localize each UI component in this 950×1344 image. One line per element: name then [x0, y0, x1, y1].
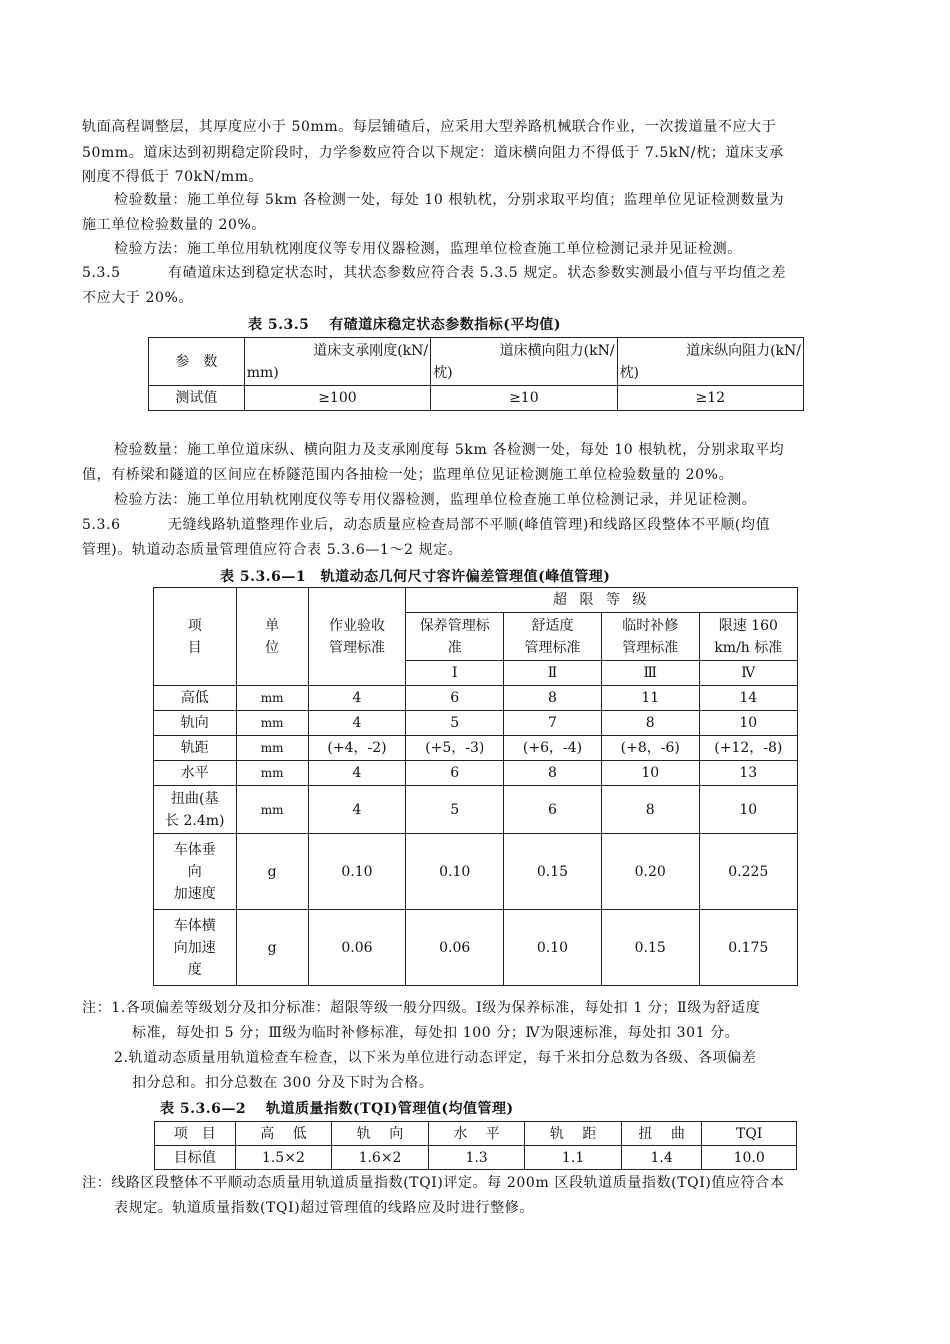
table-cell: mm: [236, 786, 308, 834]
clause-5-3-5: [82, 263, 872, 283]
table-cell: ≥12: [617, 386, 803, 411]
table-cell: g: [236, 910, 308, 986]
table-header-cell: 参 数: [149, 338, 245, 386]
table-header-cell: 轨 距: [525, 1122, 621, 1146]
table-cell: mm: [236, 761, 308, 786]
table-cell: mm: [236, 736, 308, 761]
table-cell: ≥100: [244, 386, 430, 411]
clause-number: 5.3.5: [82, 265, 121, 281]
table-5-3-6-1: [153, 587, 798, 986]
table-header-cell: 扭 曲: [621, 1122, 702, 1146]
note-line: 表规定。轨道质量指数(TQI)超过管理值的线路应及时进行整修。: [114, 1200, 534, 1216]
note-line: 注：1.各项偏差等级划分及扣分标准：超限等级一般分四级。Ⅰ级为保养标准，每处扣 1 分；Ⅱ级为舒适度: [82, 1000, 761, 1016]
table-cell: 5: [406, 786, 504, 834]
note-line: 2.轨道动态质量用轨道检查车检查，以下米为单位进行动态评定，每千米扣分总数为各级、各项偏差: [114, 1050, 757, 1066]
table-cell: 1.4: [621, 1146, 702, 1170]
table-header-cell: 项 目: [154, 588, 237, 686]
table-cell: 8: [601, 786, 699, 834]
table-cell: 4: [308, 711, 406, 736]
table-header-cell: 轨 向: [332, 1122, 429, 1146]
table-cell: 4: [308, 686, 406, 711]
table-cell: 轨向: [154, 711, 237, 736]
table-cell: 车体横 向加速 度: [154, 910, 237, 986]
table-cell: 6: [504, 786, 602, 834]
table-header-cell: 保养管理标 准: [406, 613, 504, 661]
table-cell: 0.10: [406, 834, 504, 910]
table-cell: 车体垂 向 加速度: [154, 834, 237, 910]
table-cell: 10: [601, 761, 699, 786]
table-cell: 0.06: [308, 910, 406, 986]
table-row: [154, 686, 798, 711]
table-cell: 14: [699, 686, 797, 711]
paragraph-line: 检验方法：施工单位用轨枕刚度仪等专用仪器检测，监理单位检查施工单位检测记录并见证检测。: [114, 241, 742, 257]
table-row: [154, 761, 798, 786]
table-cell: 1.3: [428, 1146, 524, 1170]
table-cell: 1.5×2: [235, 1146, 332, 1170]
table-cell: 8: [601, 711, 699, 736]
table-cell: g: [236, 834, 308, 910]
table-cell: 0.15: [504, 834, 602, 910]
clause-text: 有碴道床达到稳定状态时，其状态参数应符合表 5.3.5 规定。状态参数实测最小值与平均值之差: [168, 265, 787, 281]
level-cell: Ⅳ: [699, 661, 797, 686]
table-header-cell: 单 位: [236, 588, 308, 686]
paragraph-line: 值，有桥梁和隧道的区间应在桥隧范围内各抽检一处；监理单位见证检测施工单位检验数量的 20%。: [82, 467, 734, 483]
table-cell: 测试值: [149, 386, 245, 411]
table-5-3-6-2: [154, 1121, 797, 1170]
table-cell: 6: [406, 686, 504, 711]
table-header-cell: 超 限 等 级: [406, 588, 798, 613]
clause-number: 5.3.6: [82, 517, 121, 533]
paragraph-line: 检验数量：施工单位道床纵、横向阻力及支承刚度每 5km 各检测一处，每处 10 根轨枕，分别求取平均: [114, 442, 785, 458]
table-header-cell: 作业验收 管理标准: [308, 588, 406, 686]
table-cell: (+4，-2): [308, 736, 406, 761]
table-cell: 4: [308, 786, 406, 834]
table-header-cell: 道床支承刚度(kN/ mm): [244, 338, 430, 386]
table-header-cell: 高 低: [235, 1122, 332, 1146]
note-line: 扣分总和。扣分总数在 300 分及下时为合格。: [132, 1075, 434, 1091]
table-cell: 7: [504, 711, 602, 736]
table-cell: 高低: [154, 686, 237, 711]
table-row: [154, 786, 798, 834]
table-header-cell: TQI: [702, 1122, 797, 1146]
table-cell: 扭曲(基 长 2.4m): [154, 786, 237, 834]
level-cell: Ⅱ: [504, 661, 602, 686]
table-cell: 10: [699, 786, 797, 834]
paragraph-line: 管理)。轨道动态质量管理值应符合表 5.3.6—1～2 规定。: [82, 542, 463, 558]
table-5-3-6-2-caption: 表 5.3.6—2 轨道质量指数(TQI)管理值(均值管理): [160, 1101, 514, 1117]
table-cell: 8: [504, 686, 602, 711]
table-cell: (+12，-8): [699, 736, 797, 761]
table-cell: 6: [406, 761, 504, 786]
table-cell: mm: [236, 686, 308, 711]
table-cell: (+8，-6): [601, 736, 699, 761]
table-row: [155, 1146, 797, 1170]
table-header-cell: 道床横向阻力(kN/ 枕): [431, 338, 617, 386]
table-cell: 轨距: [154, 736, 237, 761]
table-header-cell: 道床纵向阻力(kN/ 枕): [617, 338, 803, 386]
table-5-3-5: [148, 337, 804, 411]
clause-text: 无缝线路轨道整理作业后，动态质量应检查局部不平顺(峰值管理)和线路区段整体不平顺(均值: [168, 517, 771, 533]
table-cell: 4: [308, 761, 406, 786]
table-row: [154, 910, 798, 986]
table-cell: 水平: [154, 761, 237, 786]
table-5-3-6-1-caption: 表 5.3.6—1 轨道动态几何尺寸容许偏差管理值(峰值管理): [220, 569, 611, 585]
level-cell: Ⅰ: [406, 661, 504, 686]
note-line: 注：线路区段整体不平顺动态质量用轨道质量指数(TQI)评定。每 200m 区段轨道质量指数(TQI)值应符合本: [82, 1175, 785, 1191]
table-cell: 1.1: [525, 1146, 621, 1170]
table-cell: 0.225: [699, 834, 797, 910]
paragraph-line: 不应大于 20%。: [82, 290, 193, 306]
paragraph-line: 施工单位检验数量的 20%。: [82, 217, 266, 233]
table-cell: (+5，-3): [406, 736, 504, 761]
table-cell: 0.175: [699, 910, 797, 986]
table-row: [154, 711, 798, 736]
table-cell: mm: [236, 711, 308, 736]
table-cell: 10: [699, 711, 797, 736]
table-cell: 0.06: [406, 910, 504, 986]
table-cell: 0.20: [601, 834, 699, 910]
table-cell: 0.10: [308, 834, 406, 910]
clause-5-3-6: [82, 515, 872, 535]
paragraph-line: 刚度不得低于 70kN/mm。: [82, 169, 264, 185]
table-cell: ≥10: [431, 386, 617, 411]
table-header-cell: 水 平: [428, 1122, 524, 1146]
table-row: [154, 736, 798, 761]
level-cell: Ⅲ: [601, 661, 699, 686]
paragraph-line: 轨面高程调整层，其厚度应小于 50mm。每层铺碴后，应采用大型养路机械联合作业，一次拨道量不应大于: [82, 119, 777, 135]
table-cell: 目标值: [155, 1146, 236, 1170]
note-line: 标准，每处扣 5 分；Ⅲ级为临时补修标准，每处扣 100 分；Ⅳ为限速标准，每处扣 301 分。: [132, 1025, 740, 1041]
table-cell: 5: [406, 711, 504, 736]
table-cell: 0.15: [601, 910, 699, 986]
paragraph-line: 50mm。道床达到初期稳定阶段时，力学参数应符合以下规定：道床横向阻力不得低于 7.5kN/枕；道床支承: [82, 145, 784, 161]
table-cell: 1.6×2: [332, 1146, 429, 1170]
table-cell: 0.10: [504, 910, 602, 986]
table-header-cell: 限速 160 km/h 标准: [699, 613, 797, 661]
table-cell: 8: [504, 761, 602, 786]
table-cell: 13: [699, 761, 797, 786]
table-cell: 10.0: [702, 1146, 797, 1170]
table-header-cell: 项 目: [155, 1122, 236, 1146]
table-header-cell: 临时补修 管理标准: [601, 613, 699, 661]
table-header-cell: 舒适度 管理标准: [504, 613, 602, 661]
paragraph-line: 检验数量：施工单位每 5km 各检测一处，每处 10 根轨枕，分别求取平均值；监理单位见证检测数量为: [114, 192, 785, 208]
table-row: [155, 1122, 797, 1146]
paragraph-line: 检验方法：施工单位用轨枕刚度仪等专用仪器检测，监理单位检查施工单位检测记录，并见证检测。: [114, 492, 757, 508]
table-cell: (+6，-4): [504, 736, 602, 761]
table-row: [154, 834, 798, 910]
table-cell: 11: [601, 686, 699, 711]
table-5-3-5-caption: 表 5.3.5 有碴道床稳定状态参数指标(平均值): [248, 317, 561, 333]
